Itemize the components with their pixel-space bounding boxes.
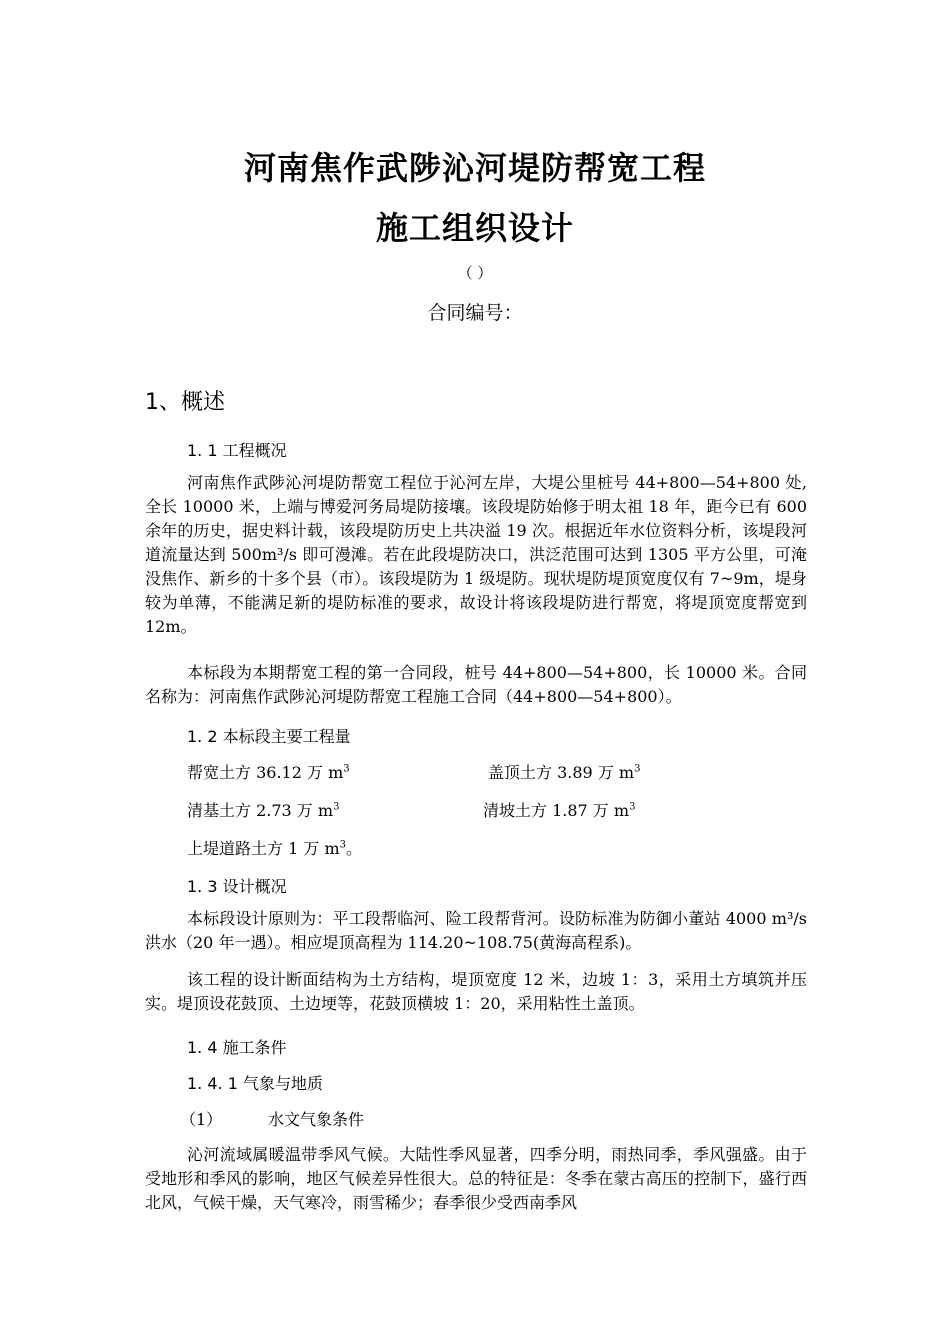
section-1-1-paragraph-1: 河南焦作武陟沁河堤防帮宽工程位于沁河左岸，大堤公里桩号 44+800—54+800 处,全长 10000 米，上端与博爱河务局堤防接壤。该段堤防始修于明太祖 18 年，距今已有 600 余年的历史，据史料计载，该段堤防历史上共决溢 19 次。根据近年水位资料分析，该堤段河道流量达到 500m³/s 即可漫滩。若在此段堤防决口，洪泛范围可达到 1305 平方公里，可淹没焦作、新乡的十多个县（市）。该段堤防为 1 级堤防。现状堤防堤顶宽度仅有 7~9m，堤身较为单薄，不能满足新的堤防标准的要求，故设计将该段堤防进行帮宽，将堤顶宽度帮宽到 12m。 bbox=[145, 473, 807, 636]
section-1-1-paragraph-2: 本标段为本期帮宽工程的第一合同段，桩号 44+800—54+800，长 10000 米。合同名称为：河南焦作武陟沁河堤防帮宽工程施工合同（44+800—54+800）。 bbox=[145, 663, 807, 706]
quantity-road-earthwork: 上堤道路土方 1 万 $m^3$。 bbox=[187, 839, 363, 858]
contract-number-label: 合同编号： bbox=[427, 302, 523, 324]
section-1-3-heading: 1. 3 设计概况 bbox=[187, 877, 287, 896]
section-1-4-1-heading: 1. 4. 1 气象与地质 bbox=[187, 1074, 323, 1093]
quantity-foundation-clearing: 清基土方 2.73 万 $m^3$ bbox=[187, 801, 340, 820]
quantity-capping-earthwork: 盖顶土方 3.89 万 $m^3$ bbox=[488, 763, 641, 782]
list-item-label: 水文气象条件 bbox=[268, 1110, 365, 1129]
document-title-line2: 施工组织设计 bbox=[375, 209, 574, 247]
section-1-heading: 1、概述 bbox=[145, 390, 225, 415]
section-1-3-paragraph-1: 本标段设计原则为：平工段帮临河、险工段帮背河。设防标准为防御小董站 4000 m³/s 洪水（20 年一遇）。相应堤顶高程为 114.20~108.75(黄海高程系)。 bbox=[145, 909, 807, 952]
quantity-widening-earthwork: 帮宽土方 36.12 万 $m^3$ bbox=[187, 763, 350, 782]
quantity-slope-clearing: 清坡土方 1.87 万 $m^3$ bbox=[483, 801, 636, 820]
title-parenthesis: （ ） bbox=[457, 264, 493, 282]
section-1-4-1-paragraph-1: 沁河流域属暖温带季风气候。大陆性季风显著，四季分明，雨热同季，季风强盛。由于受地形和季风的影响，地区气候差异性很大。总的特征是：冬季在蒙古高压的控制下，盛行西北风，气候干燥，天气寒冷，雨雪稀少；春季很少受西南季风 bbox=[145, 1145, 807, 1212]
section-1-1-heading: 1. 1 工程概况 bbox=[187, 441, 287, 460]
section-1-2-heading: 1. 2 本标段主要工程量 bbox=[187, 727, 351, 746]
document-title-line1: 河南焦作武陟沁河堤防帮宽工程 bbox=[243, 149, 706, 187]
section-1-3-paragraph-2: 该工程的设计断面结构为土方结构，堤顶宽度 12 米，边坡 1：3，采用土方填筑并压实。堤顶设花鼓顶、土边埂等，花鼓顶横坡 1：20，采用粘性土盖顶。 bbox=[145, 970, 807, 1013]
list-item-number: （1） bbox=[180, 1110, 223, 1129]
section-1-4-heading: 1. 4 施工条件 bbox=[187, 1038, 287, 1057]
